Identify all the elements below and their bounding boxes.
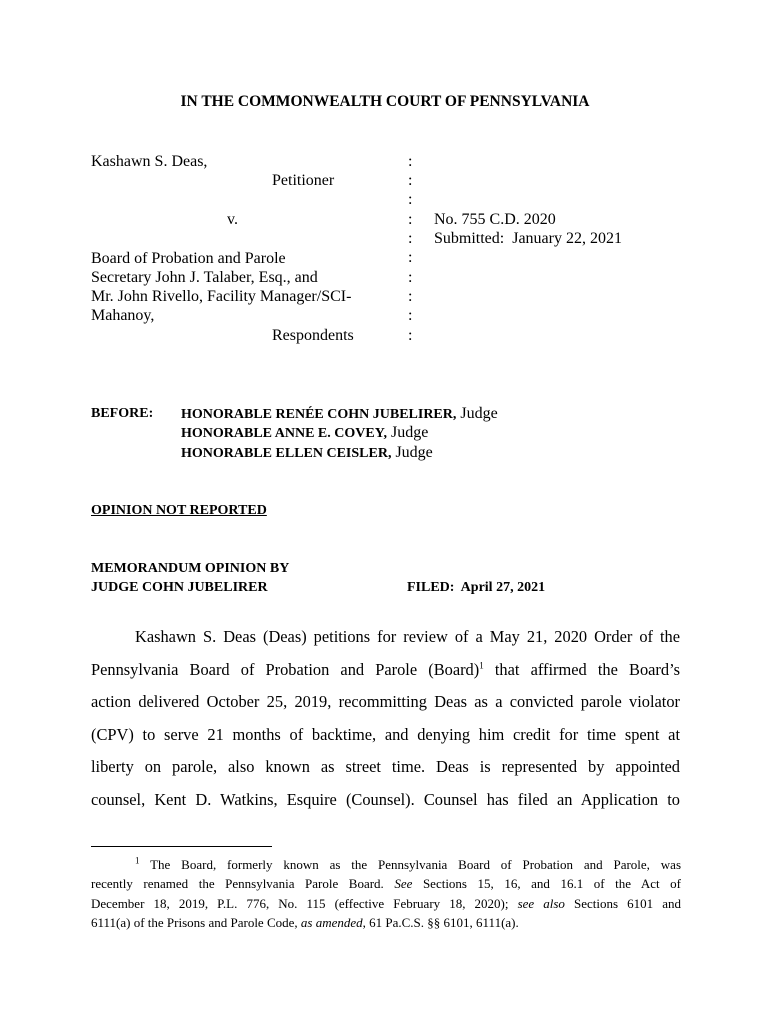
judge-title: Judge — [387, 424, 429, 441]
caption-colon: : — [408, 153, 413, 170]
petitioner-name: Kashawn S. Deas, — [91, 153, 208, 170]
body-line: liberty on parole, also known as street time. Deas is represented by appointed — [91, 757, 680, 776]
body-line: action delivered October 25, 2019, recommitting Deas as a convicted parole violator — [91, 692, 680, 711]
body-line: counsel, Kent D. Watkins, Esquire (Counsel). Counsel has filed an Application to — [91, 789, 680, 809]
memorandum-author: JUDGE COHN JUBELIRER — [91, 580, 268, 595]
caption-colon: : — [408, 249, 413, 266]
filed-date: FILED: April 27, 2021 — [407, 580, 546, 595]
caption-colon: : — [408, 307, 413, 324]
before-label: BEFORE: — [91, 406, 154, 421]
judge-line — [181, 404, 498, 425]
caption-colon: : — [408, 191, 413, 208]
caption-colon: : — [408, 327, 413, 344]
footnote-marker: 1 — [135, 855, 140, 866]
body-line: Pennsylvania Board of Probation and Parole (Board)$^1$ that affirmed the Board’s — [91, 659, 681, 679]
footnote-divider — [91, 846, 272, 847]
footnote-reference[interactable]: 1 — [479, 660, 484, 671]
respondent-line: Mr. John Rivello, Facility Manager/SCI- — [91, 288, 352, 305]
judge-title: Judge — [456, 405, 498, 422]
judge-name: HONORABLE ANNE E. COVEY, — [181, 426, 388, 441]
respondent-line: Mahanoy, — [91, 307, 155, 324]
judge-title: Judge — [391, 444, 433, 461]
caption-colon: : — [408, 269, 413, 286]
respondent-line: Secretary John J. Talaber, Esq., and — [91, 269, 318, 286]
footnote-line: $^1$ The Board, formerly known as the Pennsylvania Board of Probation and Parole, was — [135, 855, 681, 872]
footnote-line: December 18, 2019, P.L. 776, No. 115 (effective February 18, 2020); see also Sections 6101 and — [91, 895, 681, 911]
judge-line — [181, 423, 428, 444]
judge-line — [181, 443, 433, 464]
versus-label: v. — [227, 211, 238, 228]
caption-colon: : — [408, 211, 413, 228]
opinion-body — [91, 621, 680, 816]
judge-name: HONORABLE ELLEN CEISLER, — [181, 446, 392, 461]
body-line: (CPV) to serve 21 months of backtime, and denying him credit for time spent at — [91, 724, 680, 744]
footnote-line: recently renamed the Pennsylvania Parole Board. See Sections 15, 16, and 16.1 of the Act of — [91, 876, 681, 892]
docket-number: No. 755 C.D. 2020 — [434, 211, 556, 228]
respondent-role: Respondents — [272, 327, 354, 344]
body-line: Kashawn S. Deas (Deas) petitions for review of a May 21, 2020 Order of the — [135, 627, 680, 646]
submitted-date: Submitted: January 22, 2021 — [434, 230, 622, 247]
respondent-line: Board of Probation and Parole — [91, 250, 286, 267]
judge-name: HONORABLE RENÉE COHN JUBELIRER, — [181, 407, 457, 422]
memorandum-heading: MEMORANDUM OPINION BY — [91, 561, 290, 576]
caption-colon: : — [408, 172, 413, 189]
court-title: IN THE COMMONWEALTH COURT OF PENNSYLVANIA — [180, 93, 590, 110]
footnote-line: 6111(a) of the Prisons and Parole Code, as amended, 61 Pa.C.S. §§ 6101, 6111(a). — [91, 914, 519, 930]
petitioner-role: Petitioner — [272, 172, 335, 189]
caption-colon: : — [408, 288, 413, 305]
opinion-status: OPINION NOT REPORTED — [91, 503, 267, 518]
footnote — [91, 855, 681, 932]
caption-colon: : — [408, 230, 413, 247]
